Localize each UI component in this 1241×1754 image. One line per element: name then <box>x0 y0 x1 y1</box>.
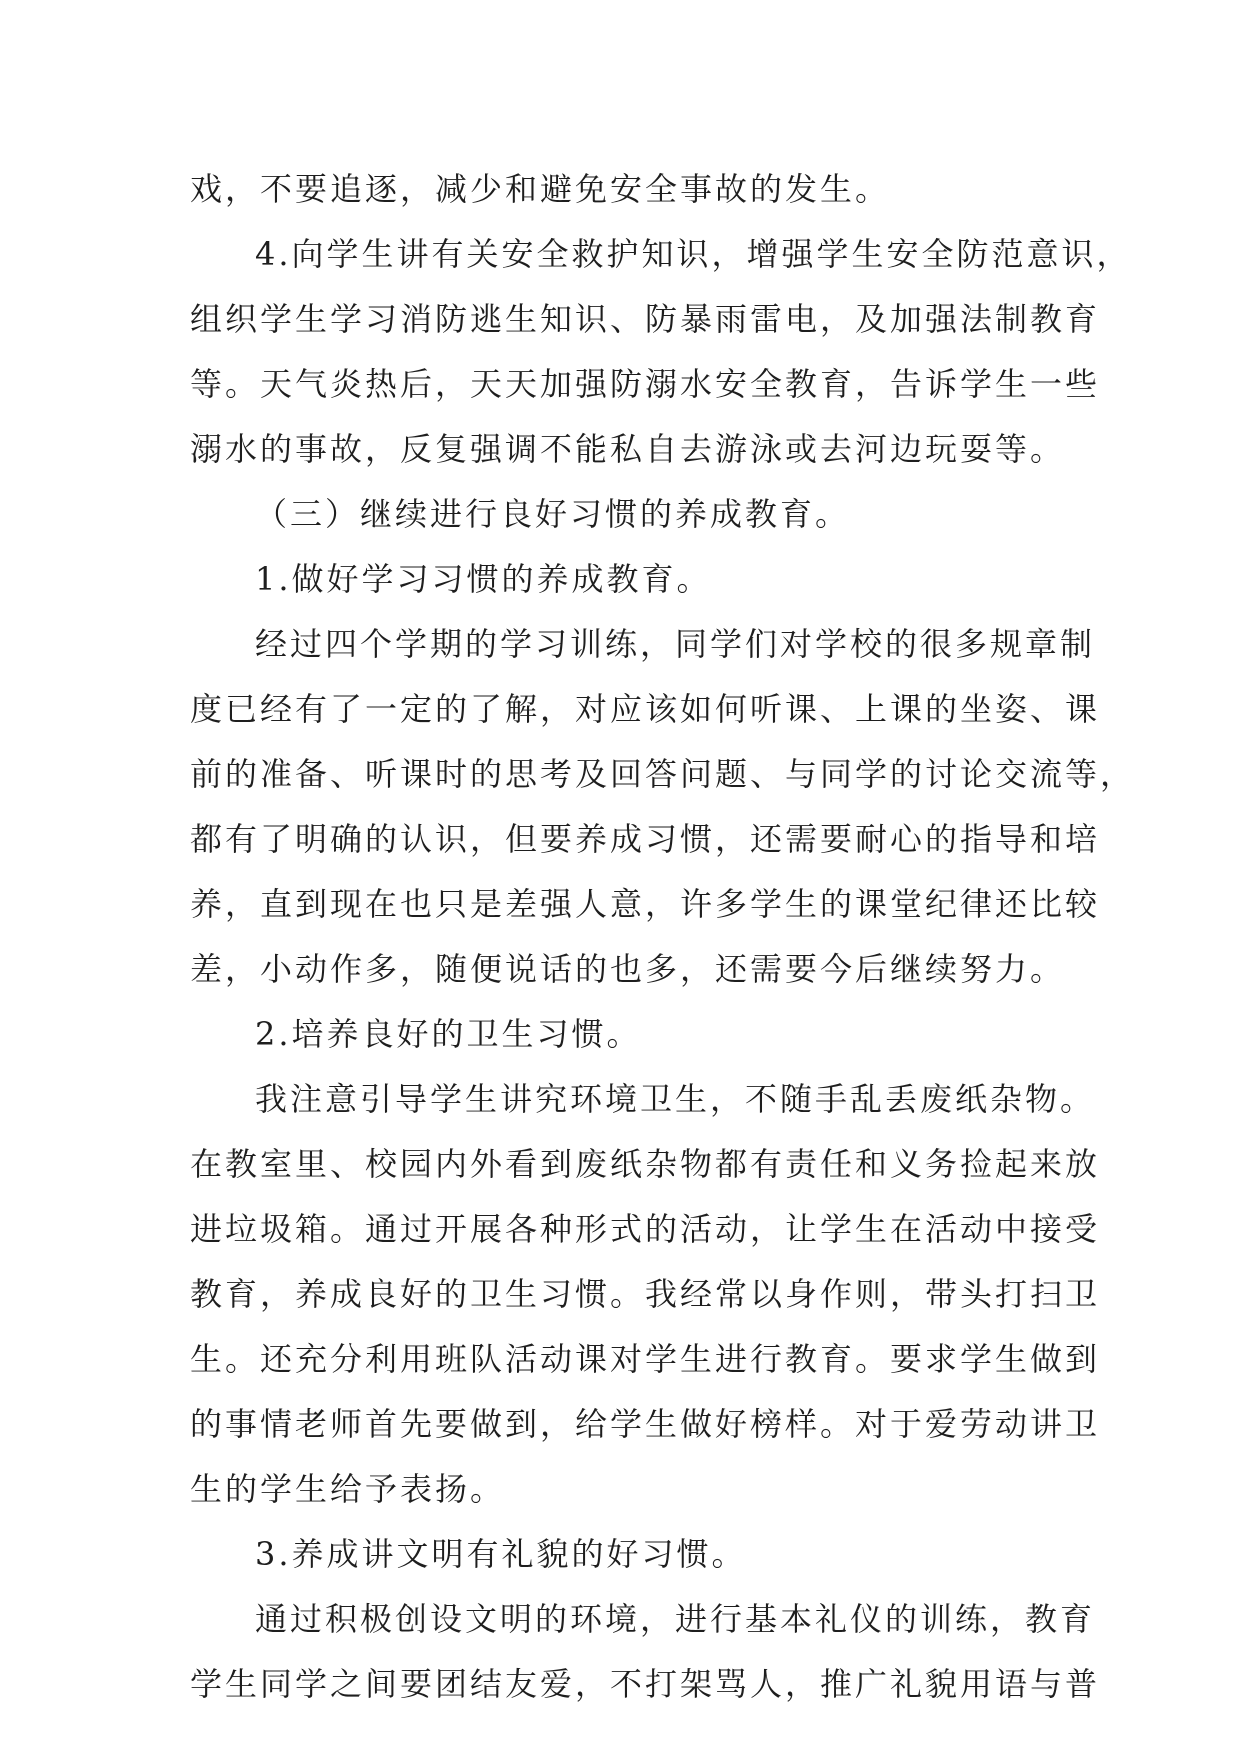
text-line: 生。还充分利用班队活动课对学生进行教育。要求学生做到 <box>190 1340 1101 1378</box>
text-line: 1.做好学习习惯的养成教育。 <box>255 560 712 598</box>
text-line: 进垃圾箱。通过开展各种形式的活动，让学生在活动中接受 <box>190 1210 1101 1248</box>
text-line: 组织学生学习消防逃生知识、防暴雨雷电，及加强法制教育 <box>190 300 1101 338</box>
text-line: 2.培养良好的卫生习惯。 <box>255 1015 642 1053</box>
text-line: 学生同学之间要团结友爱，不打架骂人，推广礼貌用语与普 <box>190 1665 1101 1703</box>
text-line: 教育，养成良好的卫生习惯。我经常以身作则，带头打扫卫 <box>190 1275 1101 1313</box>
text-line: 在教室里、校园内外看到废纸杂物都有责任和义务捡起来放 <box>190 1145 1101 1183</box>
text-line: 等。天气炎热后，天天加强防溺水安全教育，告诉学生一些 <box>190 365 1101 403</box>
text-line: 的事情老师首先要做到，给学生做好榜样。对于爱劳动讲卫 <box>190 1405 1101 1443</box>
text-line: 4.向学生讲有关安全救护知识，增强学生安全防范意识， <box>255 235 1132 273</box>
text-line: 生的学生给予表扬。 <box>190 1470 506 1508</box>
text-line: 通过积极创设文明的环境，进行基本礼仪的训练，教育 <box>255 1600 1096 1638</box>
text-line: 度已经有了一定的了解，对应该如何听课、上课的坐姿、课 <box>190 690 1101 728</box>
text-line: 我注意引导学生讲究环境卫生，不随手乱丢废纸杂物。 <box>255 1080 1096 1118</box>
document-body <box>190 157 1136 1717</box>
text-line: 都有了明确的认识，但要养成习惯，还需要耐心的指导和培 <box>190 820 1101 858</box>
text-line: 戏，不要追逐，减少和避免安全事故的发生。 <box>190 170 891 208</box>
text-line: 差，小动作多，随便说话的也多，还需要今后继续努力。 <box>190 950 1066 988</box>
text-line: 3.养成讲文明有礼貌的好习惯。 <box>255 1535 747 1573</box>
text-line: 经过四个学期的学习训练，同学们对学校的很多规章制 <box>255 625 1096 663</box>
text-line: 前的准备、听课时的思考及回答问题、与同学的讨论交流等， <box>190 755 1136 793</box>
text-line: （三）继续进行良好习惯的养成教育。 <box>255 495 851 533</box>
text-line: 养，直到现在也只是差强人意，许多学生的课堂纪律还比较 <box>190 885 1101 923</box>
text-line: 溺水的事故，反复强调不能私自去游泳或去河边玩耍等。 <box>190 430 1066 468</box>
